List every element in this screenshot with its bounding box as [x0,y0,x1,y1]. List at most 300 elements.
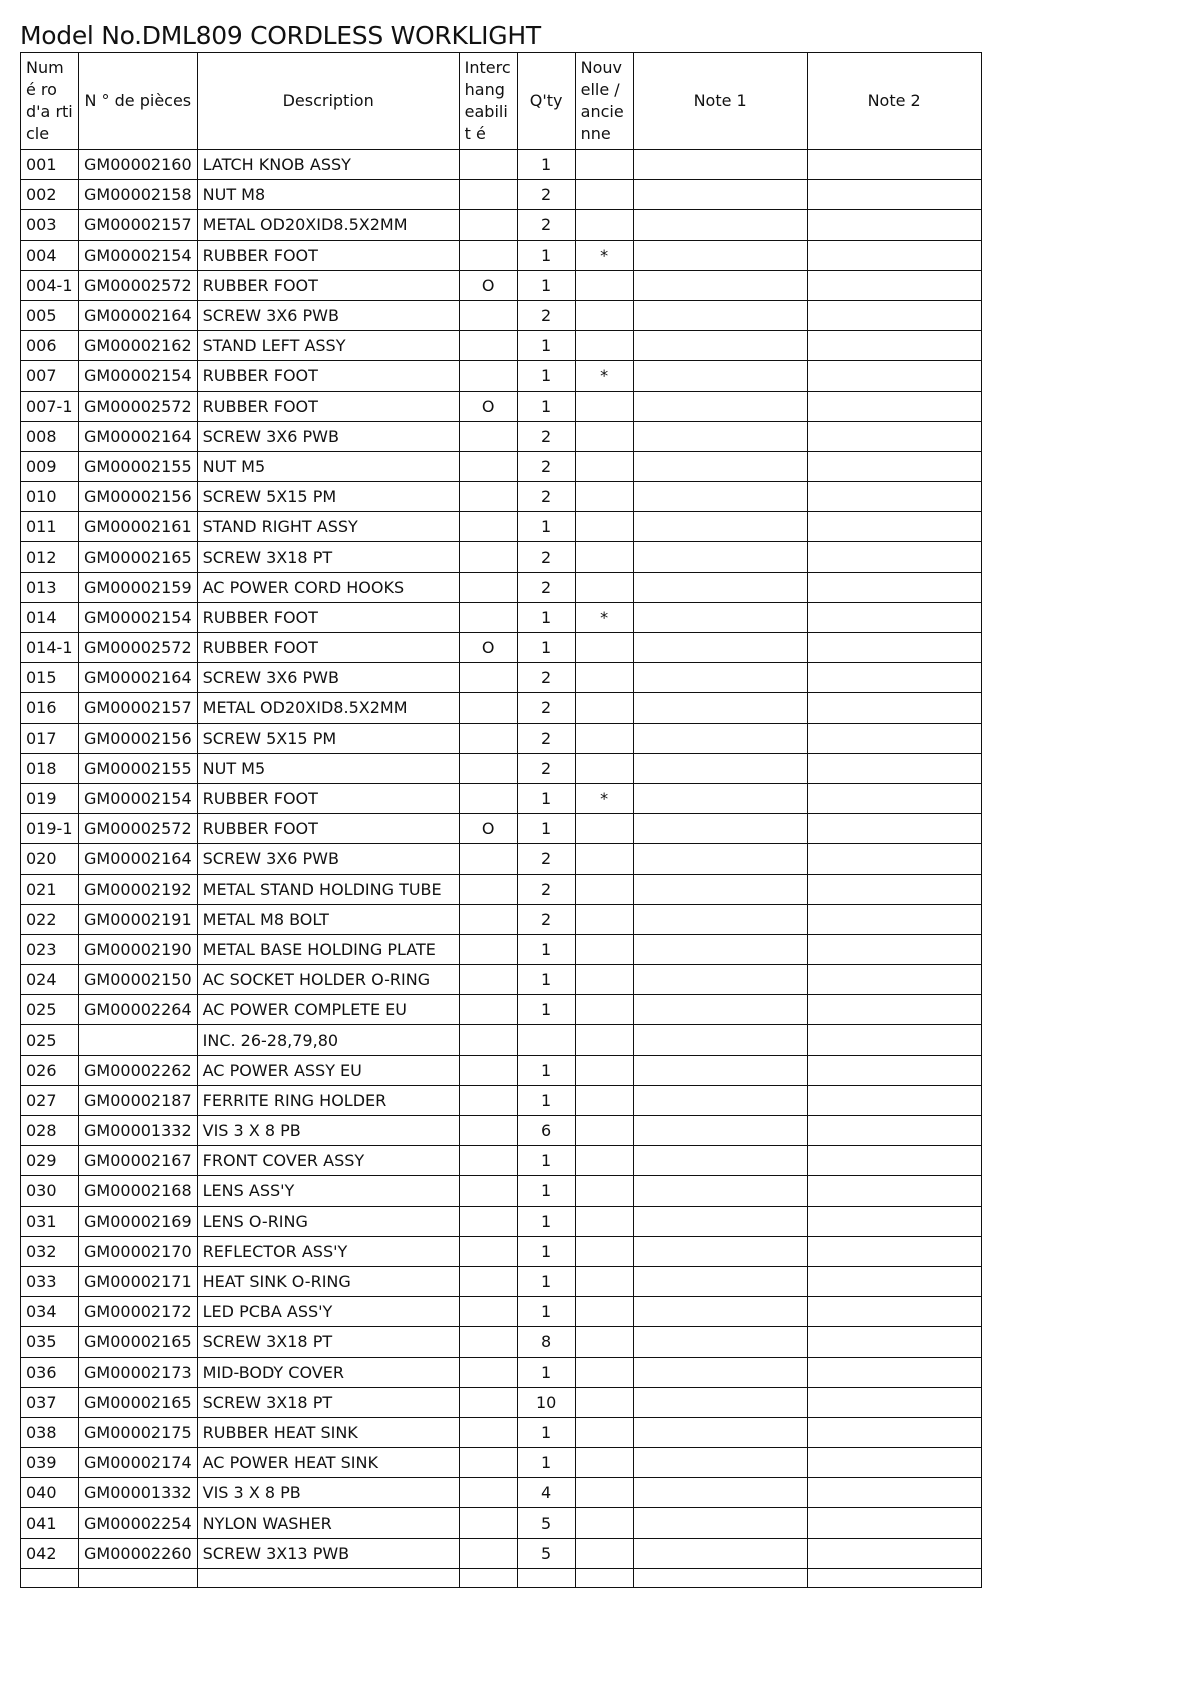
cell-part-number: GM00002192 [79,874,198,904]
cell-item-number: 010 [21,482,79,512]
cell-note-2 [807,270,981,300]
header-note-2: Note 2 [807,53,981,150]
cell-interchangeability [459,1508,517,1538]
cell-new-old [575,1025,633,1055]
table-row [21,874,982,904]
table-row [21,1387,982,1417]
cell-interchangeability [459,602,517,632]
cell-interchangeability [459,1266,517,1296]
cell-item-number: 040 [21,1478,79,1508]
cell-note-2 [807,421,981,451]
cell-part-number: GM00002262 [79,1055,198,1085]
cell-note-1 [633,210,807,240]
cell-new-old [575,451,633,481]
empty-cell [517,1568,575,1587]
cell-item-number: 006 [21,331,79,361]
cell-description: AC SOCKET HOLDER O-RING [197,965,459,995]
cell-interchangeability [459,1176,517,1206]
cell-note-2 [807,1146,981,1176]
cell-description: METAL OD20XID8.5X2MM [197,210,459,240]
table-row [21,210,982,240]
cell-note-2 [807,210,981,240]
cell-note-1 [633,934,807,964]
table-row [21,180,982,210]
cell-description: NUT M5 [197,451,459,481]
cell-interchangeability [459,1538,517,1568]
cell-interchangeability [459,1085,517,1115]
cell-interchangeability [459,1327,517,1357]
cell-new-old [575,965,633,995]
table-row [21,361,982,391]
cell-interchangeability [459,180,517,210]
cell-note-1 [633,874,807,904]
cell-description: STAND LEFT ASSY [197,331,459,361]
cell-interchangeability [459,723,517,753]
cell-note-1 [633,1055,807,1085]
cell-new-old [575,1327,633,1357]
cell-note-1 [633,814,807,844]
cell-part-number: GM00002175 [79,1417,198,1447]
table-row [21,1538,982,1568]
cell-part-number: GM00002157 [79,210,198,240]
empty-cell [807,1568,981,1587]
cell-part-number: GM00002154 [79,783,198,813]
cell-description: VIS 3 X 8 PB [197,1116,459,1146]
cell-quantity: 2 [517,300,575,330]
cell-note-2 [807,1236,981,1266]
cell-description: SCREW 3X6 PWB [197,421,459,451]
table-row [21,1116,982,1146]
header-part-number: N ° de pièces [79,53,198,150]
cell-item-number: 031 [21,1206,79,1236]
cell-part-number: GM00002164 [79,300,198,330]
cell-part-number: GM00002161 [79,512,198,542]
cell-note-2 [807,965,981,995]
cell-interchangeability [459,572,517,602]
cell-note-1 [633,904,807,934]
cell-new-old [575,1478,633,1508]
cell-new-old [575,1417,633,1447]
header-new-old: Nouv elle / ancie nne [575,53,633,150]
cell-new-old [575,1055,633,1085]
cell-part-number: GM00002165 [79,542,198,572]
cell-part-number: GM00002162 [79,331,198,361]
cell-part-number: GM00002150 [79,965,198,995]
cell-new-old [575,542,633,572]
cell-part-number: GM00002254 [79,1508,198,1538]
cell-note-2 [807,904,981,934]
table-row [21,1417,982,1447]
cell-description: FERRITE RING HOLDER [197,1085,459,1115]
cell-interchangeability [459,1417,517,1447]
table-row [21,1508,982,1538]
cell-item-number: 004-1 [21,270,79,300]
cell-interchangeability [459,331,517,361]
table-row [21,1357,982,1387]
table-row [21,572,982,602]
cell-quantity: 2 [517,180,575,210]
table-row [21,482,982,512]
cell-item-number: 028 [21,1116,79,1146]
cell-quantity: 2 [517,210,575,240]
table-row [21,331,982,361]
table-row [21,1266,982,1296]
table-row [21,1478,982,1508]
table-row [21,602,982,632]
cell-item-number: 021 [21,874,79,904]
cell-quantity: 1 [517,1297,575,1327]
cell-quantity: 1 [517,1236,575,1266]
cell-description: METAL STAND HOLDING TUBE [197,874,459,904]
cell-note-2 [807,1025,981,1055]
table-row [21,1206,982,1236]
cell-quantity: 1 [517,270,575,300]
cell-note-1 [633,693,807,723]
table-row [21,1297,982,1327]
cell-interchangeability [459,421,517,451]
cell-part-number: GM00002174 [79,1448,198,1478]
cell-note-1 [633,1085,807,1115]
cell-interchangeability [459,451,517,481]
cell-new-old [575,1448,633,1478]
table-row [21,1236,982,1266]
cell-interchangeability [459,1478,517,1508]
cell-part-number: GM00002170 [79,1236,198,1266]
table-row [21,1146,982,1176]
cell-quantity: 2 [517,874,575,904]
cell-description: LENS ASS'Y [197,1176,459,1206]
cell-item-number: 020 [21,844,79,874]
cell-item-number: 018 [21,753,79,783]
cell-item-number: 013 [21,572,79,602]
cell-note-2 [807,1538,981,1568]
cell-note-2 [807,995,981,1025]
cell-note-1 [633,783,807,813]
cell-quantity: 2 [517,542,575,572]
cell-interchangeability [459,1387,517,1417]
cell-new-old [575,331,633,361]
cell-note-2 [807,331,981,361]
cell-item-number: 017 [21,723,79,753]
cell-interchangeability [459,783,517,813]
table-row [21,995,982,1025]
cell-interchangeability [459,1236,517,1266]
cell-new-old [575,300,633,330]
cell-note-2 [807,1266,981,1296]
cell-note-2 [807,1176,981,1206]
cell-item-number: 023 [21,934,79,964]
cell-part-number: GM00002157 [79,693,198,723]
header-quantity: Q'ty [517,53,575,150]
table-row [21,723,982,753]
cell-description: RUBBER HEAT SINK [197,1417,459,1447]
cell-part-number: GM00002191 [79,904,198,934]
cell-item-number: 041 [21,1508,79,1538]
empty-cell [633,1568,807,1587]
cell-note-2 [807,1387,981,1417]
table-row [21,965,982,995]
cell-new-old [575,1206,633,1236]
cell-description: MID-BODY COVER [197,1357,459,1387]
cell-new-old [575,270,633,300]
cell-description: AC POWER COMPLETE EU [197,995,459,1025]
cell-item-number: 038 [21,1417,79,1447]
cell-new-old [575,874,633,904]
cell-item-number: 024 [21,965,79,995]
cell-item-number: 037 [21,1387,79,1417]
table-row [21,270,982,300]
cell-part-number: GM00002572 [79,270,198,300]
cell-item-number: 008 [21,421,79,451]
cell-note-2 [807,934,981,964]
cell-description: RUBBER FOOT [197,361,459,391]
cell-quantity: 2 [517,663,575,693]
empty-cell [575,1568,633,1587]
cell-note-1 [633,1417,807,1447]
table-row [21,783,982,813]
cell-part-number: GM00002173 [79,1357,198,1387]
cell-part-number: GM00002572 [79,391,198,421]
cell-interchangeability [459,904,517,934]
cell-item-number: 005 [21,300,79,330]
header-item-number: Numé ro d'a rticle [21,53,79,150]
cell-description: RUBBER FOOT [197,270,459,300]
cell-part-number: GM00001332 [79,1478,198,1508]
cell-new-old [575,753,633,783]
cell-item-number: 029 [21,1146,79,1176]
cell-item-number: 001 [21,150,79,180]
cell-note-2 [807,874,981,904]
cell-quantity: 1 [517,1146,575,1176]
cell-item-number: 035 [21,1327,79,1357]
cell-new-old [575,1116,633,1146]
parts-table-body [21,150,982,1588]
cell-quantity: 5 [517,1538,575,1568]
empty-cell [21,1568,79,1587]
table-row [21,542,982,572]
cell-interchangeability: O [459,270,517,300]
cell-new-old [575,482,633,512]
cell-new-old [575,512,633,542]
cell-description: RUBBER FOOT [197,391,459,421]
cell-quantity: 1 [517,512,575,542]
cell-quantity: 8 [517,1327,575,1357]
cell-part-number: GM00002155 [79,753,198,783]
empty-cell [197,1568,459,1587]
cell-new-old [575,934,633,964]
cell-quantity: 2 [517,753,575,783]
table-row [21,693,982,723]
cell-quantity: 1 [517,391,575,421]
cell-new-old [575,693,633,723]
cell-quantity: 1 [517,1206,575,1236]
cell-description: VIS 3 X 8 PB [197,1478,459,1508]
cell-new-old [575,663,633,693]
cell-new-old [575,1357,633,1387]
cell-item-number: 003 [21,210,79,240]
cell-new-old [575,633,633,663]
cell-note-2 [807,1116,981,1146]
cell-note-2 [807,1055,981,1085]
cell-part-number: GM00002169 [79,1206,198,1236]
cell-part-number: GM00002164 [79,663,198,693]
cell-quantity: 2 [517,693,575,723]
cell-part-number: GM00002164 [79,421,198,451]
cell-interchangeability [459,210,517,240]
cell-quantity: 2 [517,572,575,602]
table-row [21,1448,982,1478]
cell-interchangeability [459,240,517,270]
cell-quantity: 1 [517,240,575,270]
cell-note-2 [807,1297,981,1327]
cell-description: LATCH KNOB ASSY [197,150,459,180]
table-row [21,391,982,421]
cell-description: NUT M5 [197,753,459,783]
cell-quantity: 1 [517,783,575,813]
cell-interchangeability [459,693,517,723]
cell-quantity: 1 [517,331,575,361]
cell-quantity: 2 [517,844,575,874]
cell-part-number: GM00002171 [79,1266,198,1296]
cell-interchangeability [459,482,517,512]
cell-note-2 [807,150,981,180]
cell-note-2 [807,753,981,783]
cell-quantity: 1 [517,1417,575,1447]
cell-note-1 [633,723,807,753]
cell-note-1 [633,1508,807,1538]
cell-note-2 [807,300,981,330]
cell-note-1 [633,1116,807,1146]
cell-note-1 [633,300,807,330]
cell-note-2 [807,814,981,844]
cell-part-number: GM00002154 [79,602,198,632]
cell-quantity: 1 [517,1266,575,1296]
table-row [21,150,982,180]
cell-part-number: GM00002260 [79,1538,198,1568]
cell-item-number: 039 [21,1448,79,1478]
cell-note-2 [807,1478,981,1508]
table-header-row [21,53,982,150]
cell-interchangeability [459,1055,517,1085]
cell-quantity: 6 [517,1116,575,1146]
cell-note-2 [807,723,981,753]
cell-part-number: GM00002190 [79,934,198,964]
cell-interchangeability [459,1116,517,1146]
cell-note-1 [633,1266,807,1296]
cell-note-2 [807,1508,981,1538]
cell-part-number: GM00002165 [79,1387,198,1417]
cell-note-1 [633,361,807,391]
cell-quantity: 1 [517,1085,575,1115]
cell-note-1 [633,1538,807,1568]
cell-interchangeability [459,1448,517,1478]
cell-quantity: 1 [517,1357,575,1387]
cell-item-number: 007-1 [21,391,79,421]
cell-item-number: 015 [21,663,79,693]
cell-new-old [575,904,633,934]
cell-interchangeability: O [459,814,517,844]
cell-note-1 [633,844,807,874]
cell-note-2 [807,693,981,723]
cell-note-1 [633,1025,807,1055]
cell-part-number: GM00002187 [79,1085,198,1115]
cell-note-2 [807,512,981,542]
cell-item-number: 034 [21,1297,79,1327]
cell-interchangeability [459,753,517,783]
cell-part-number: GM00002572 [79,633,198,663]
cell-quantity [517,1025,575,1055]
cell-item-number: 042 [21,1538,79,1568]
cell-description: RUBBER FOOT [197,240,459,270]
cell-item-number: 019-1 [21,814,79,844]
cell-new-old: * [575,361,633,391]
cell-note-2 [807,1417,981,1447]
table-row [21,300,982,330]
cell-interchangeability: O [459,633,517,663]
cell-interchangeability [459,1297,517,1327]
cell-interchangeability [459,965,517,995]
cell-item-number: 033 [21,1266,79,1296]
cell-note-1 [633,180,807,210]
cell-item-number: 007 [21,361,79,391]
cell-quantity: 1 [517,602,575,632]
cell-quantity: 1 [517,934,575,964]
cell-note-2 [807,1085,981,1115]
cell-description: RUBBER FOOT [197,602,459,632]
cell-new-old [575,1297,633,1327]
cell-part-number: GM00002156 [79,723,198,753]
cell-note-1 [633,1357,807,1387]
table-row [21,633,982,663]
cell-interchangeability [459,995,517,1025]
cell-description: SCREW 3X18 PT [197,542,459,572]
cell-part-number: GM00002156 [79,482,198,512]
cell-note-2 [807,1357,981,1387]
cell-quantity: 2 [517,904,575,934]
cell-item-number: 025 [21,1025,79,1055]
cell-new-old [575,421,633,451]
cell-note-2 [807,361,981,391]
cell-note-2 [807,844,981,874]
cell-part-number [79,1025,198,1055]
cell-note-1 [633,1327,807,1357]
cell-note-1 [633,602,807,632]
cell-interchangeability [459,361,517,391]
cell-note-1 [633,1176,807,1206]
cell-note-1 [633,150,807,180]
cell-description: SCREW 5X15 PM [197,482,459,512]
cell-description: AC POWER CORD HOOKS [197,572,459,602]
cell-item-number: 019 [21,783,79,813]
cell-description: INC. 26-28,79,80 [197,1025,459,1055]
cell-interchangeability [459,934,517,964]
cell-new-old [575,150,633,180]
cell-interchangeability [459,150,517,180]
cell-note-1 [633,663,807,693]
cell-new-old [575,844,633,874]
cell-note-1 [633,240,807,270]
table-row [21,934,982,964]
cell-description: RUBBER FOOT [197,633,459,663]
cell-item-number: 012 [21,542,79,572]
table-row [21,1055,982,1085]
cell-new-old [575,1085,633,1115]
cell-new-old [575,1538,633,1568]
cell-description: STAND RIGHT ASSY [197,512,459,542]
cell-interchangeability [459,663,517,693]
cell-note-1 [633,753,807,783]
cell-quantity: 2 [517,451,575,481]
